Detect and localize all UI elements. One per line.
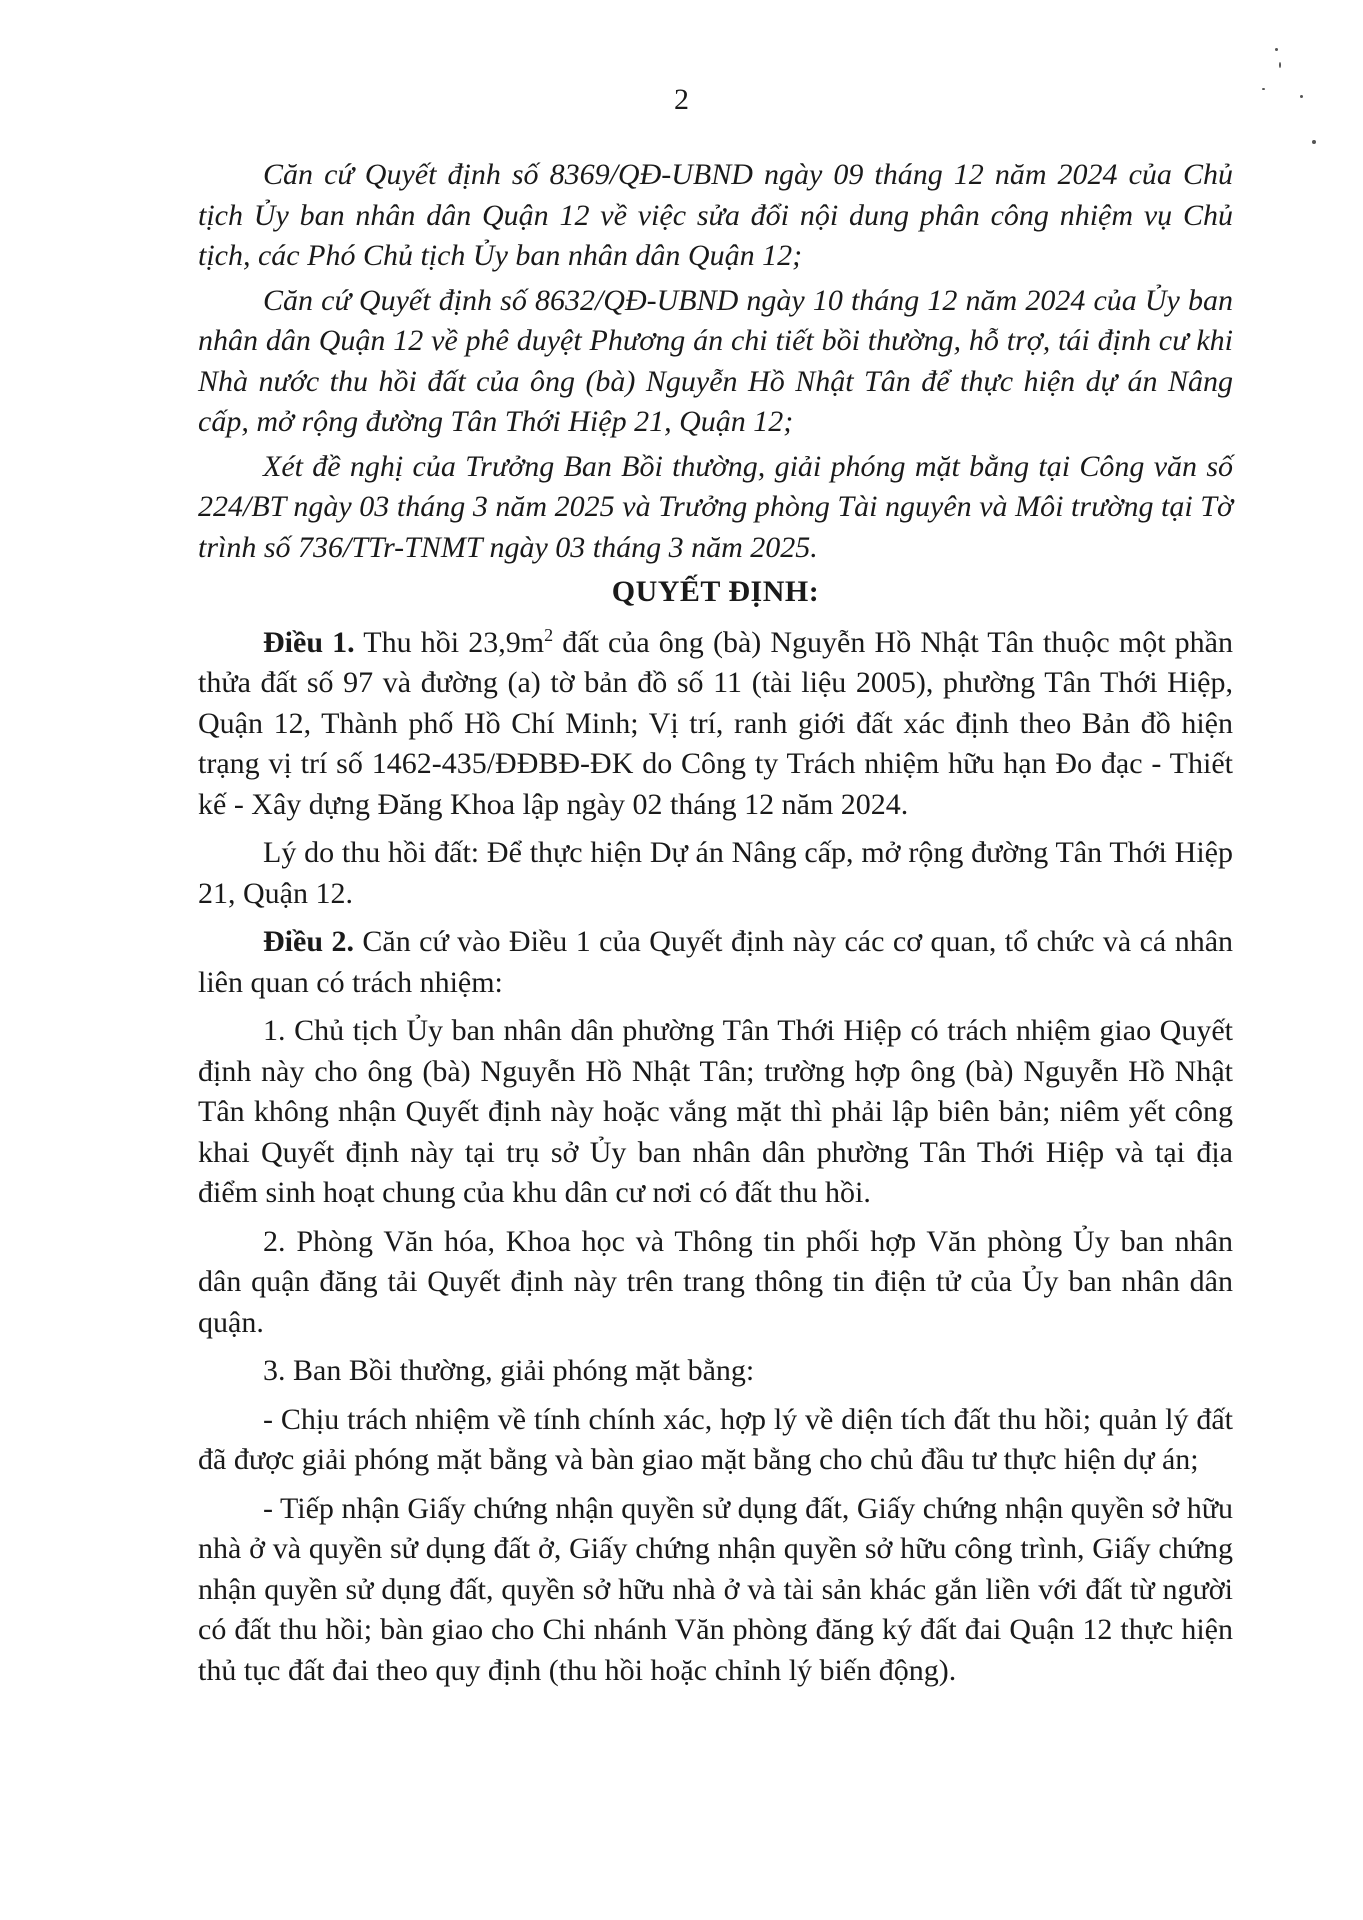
preamble-paragraph: Căn cứ Quyết định số 8369/QĐ-UBND ngày 09 tháng 12 năm 2024 của Chủ tịch Ủy ban nhân dân Quận 12 về việc sửa đổi nội dung phân công nhiệm vụ Chủ tịch, các Phó Chủ tịch Ủy ban nhân dân Quận 12; bbox=[198, 158, 1233, 272]
article-2-item: 3. Ban Bồi thường, giải phóng mặt bằng: bbox=[263, 1354, 755, 1387]
scan-speck bbox=[1275, 48, 1278, 51]
article-2-intro: Căn cứ vào Điều 1 của Quyết định này các cơ quan, tổ chức và cá nhân liên quan có trách nhiệm: bbox=[198, 925, 1234, 999]
article-1-text-start: Thu hồi 23,9m bbox=[354, 625, 545, 659]
article-1-reason: Lý do thu hồi đất: Để thực hiện Dự án Nâng cấp, mở rộng đường Tân Thới Hiệp 21, Quận 12. bbox=[198, 836, 1233, 910]
area-unit-superscript: 2 bbox=[544, 624, 554, 645]
article-1-label: Điều 1. bbox=[263, 625, 355, 659]
page-number: 2 bbox=[674, 83, 689, 116]
article-2-paragraph bbox=[198, 922, 1233, 1003]
document-body bbox=[198, 155, 1233, 1699]
article-2-label: Điều 2. bbox=[263, 925, 354, 958]
scan-speck bbox=[1279, 62, 1281, 68]
preamble-paragraph: Căn cứ Quyết định số 8632/QĐ-UBND ngày 10 tháng 12 năm 2024 của Ủy ban nhân dân Quận 12 về phê duyệt Phương án chi tiết bồi thường, hỗ trợ, tái định cư khi Nhà nước thu hồi đất của ông (bà) Nguyễn Hồ Nhật Tân để thực hiện dự án Nâng cấp, mở rộng đường Tân Thới Hiệp 21, Quận 12; bbox=[198, 283, 1233, 438]
article-2-item: 1. Chủ tịch Ủy ban nhân dân phường Tân Thới Hiệp có trách nhiệm giao Quyết định này cho ông (bà) Nguyễn Hồ Nhật Tân; trường hợp ông (bà) Nguyễn Hồ Nhật Tân không nhận Quyết định này hoặc vắng mặt thì phải lập biên bản; niêm yết công khai Quyết định này tại trụ sở Ủy ban nhân dân phường Tân Thới Hiệp và tại địa điểm sinh hoạt chung của khu dân cư nơi có đất thu hồi. bbox=[198, 1014, 1233, 1209]
article-2-item: - Chịu trách nhiệm về tính chính xác, hợp lý về diện tích đất thu hồi; quản lý đất đã được giải phóng mặt bằng và bàn giao mặt bằng cho chủ đầu tư thực hiện dự án; bbox=[198, 1402, 1233, 1476]
decision-heading: QUYẾT ĐỊNH: bbox=[611, 575, 820, 608]
article-1-text-rest: đất của ông (bà) Nguyễn Hồ Nhật Tân thuộc một phần thửa đất số 97 và đường (a) tờ bản đồ số 11 (tài liệu 2005), phường Tân Thới Hiệp, Quận 12, Thành phố Hồ Chí Minh; Vị trí, ranh giới đất xác định theo Bản đồ hiện trạng vị trí số 1462-435/ĐĐBĐ-ĐK do Công ty Trách nhiệm hữu hạn Đo đạc - Thiết kế - Xây dựng Đăng Khoa lập ngày 02 tháng 12 năm 2024. bbox=[198, 625, 1233, 821]
article-2-item: 2. Phòng Văn hóa, Khoa học và Thông tin phối hợp Văn phòng Ủy ban nhân dân quận đăng tải Quyết định này trên trang thông tin điện tử của Ủy ban nhân dân quận. bbox=[198, 1224, 1233, 1339]
scan-speck bbox=[1312, 140, 1316, 144]
preamble-paragraph: Xét đề nghị của Trưởng Ban Bồi thường, giải phóng mặt bằng tại Công văn số 224/BT ngày 03 tháng 3 năm 2025 và Trưởng phòng Tài nguyên và Môi trường tại Tờ trình số 736/TTr-TNMT ngày 03 tháng 3 năm 2025. bbox=[198, 449, 1233, 564]
article-2-item: - Tiếp nhận Giấy chứng nhận quyền sử dụng đất, Giấy chứng nhận quyền sở hữu nhà ở và quyền sử dụng đất ở, Giấy chứng nhận quyền sở hữu công trình, Giấy chứng nhận quyền sử dụng đất, quyền sở hữu nhà ở và tài sản khác gắn liền với đất từ người có đất thu hồi; bàn giao cho Chi nhánh Văn phòng đăng ký đất đai Quận 12 thực hiện thủ tục đất đai theo quy định (thu hồi hoặc chỉnh lý biến động). bbox=[198, 1491, 1233, 1687]
article-1-paragraph bbox=[198, 623, 1233, 826]
